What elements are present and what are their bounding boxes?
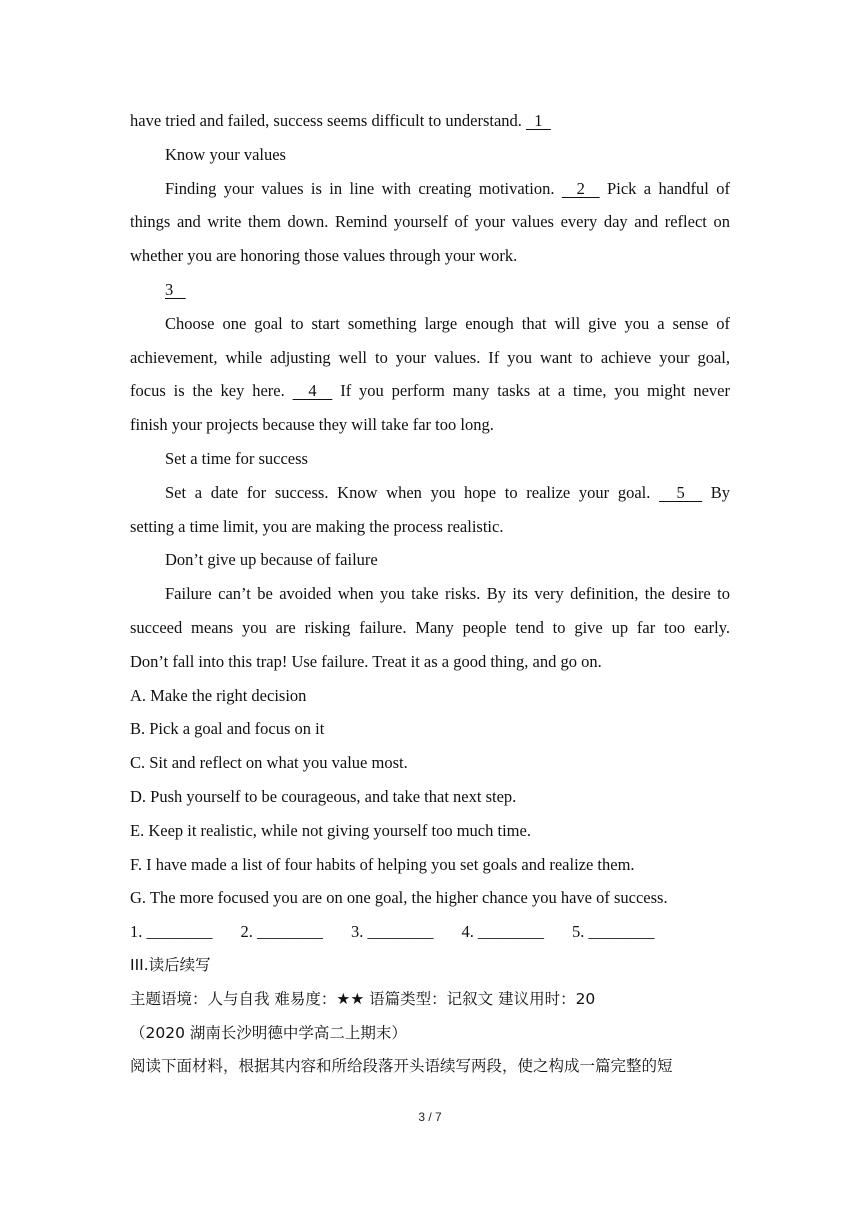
answer-row xyxy=(130,915,730,949)
passage-line: Finding your values is in line with creating motivation. 2 Pick a handful of xyxy=(165,178,731,198)
blank-1: 1 xyxy=(526,111,551,130)
page-number: 3 / 7 xyxy=(418,1110,442,1124)
passage-line: Failure can’t be avoided when you take risks. By its very definition, the desire to xyxy=(165,584,730,604)
passage-line: whether you are honoring those values through your work. xyxy=(130,246,518,266)
blank-4: 4 xyxy=(292,381,333,401)
blank-2: 2 xyxy=(561,178,600,198)
passage-line: Set a date for success. Know when you hope to realize your goal. 5 By xyxy=(165,482,731,502)
answer-1: 1. ________ xyxy=(130,922,213,942)
subheading-blank-3: 3 xyxy=(165,279,186,299)
section-source: （2020 湖南长沙明德中学高二上期末） xyxy=(130,1023,407,1042)
passage-line: succeed means you are risking failure. Many people tend to give up far too early. xyxy=(130,617,730,637)
answer-4: 4. ________ xyxy=(461,922,544,942)
option-e: E. Keep it realistic, while not giving yourself too much time. xyxy=(130,820,531,840)
section-title: III.读后续写 xyxy=(130,955,211,974)
answer-3: 3. ________ xyxy=(351,922,434,942)
subheading: Don’t give up because of failure xyxy=(165,550,378,570)
option-b: B. Pick a goal and focus on it xyxy=(130,719,325,739)
subheading: Know your values xyxy=(165,144,286,164)
answer-2: 2. ________ xyxy=(240,922,323,942)
passage-line: have tried and failed, success seems difficult to understand. 1 xyxy=(130,111,551,130)
option-c: C. Sit and reflect on what you value most. xyxy=(130,753,408,773)
option-d: D. Push yourself to be courageous, and take that next step. xyxy=(130,786,517,806)
section-meta: 主题语境：人与自我 难易度：★★ 语篇类型：记叙文 建议用时：20 xyxy=(130,989,596,1008)
passage-line: finish your projects because they will take far too long. xyxy=(130,415,494,435)
option-f: F. I have made a list of four habits of helping you set goals and realize them. xyxy=(130,854,635,874)
blank-5: 5 xyxy=(659,482,703,502)
answer-5: 5. ________ xyxy=(572,922,655,942)
passage-line: focus is the key here. 4 If you perform many tasks at a time, you might never xyxy=(130,381,730,401)
passage-line: things and write them down. Remind yourself of your values every day and reflect on xyxy=(130,212,730,232)
option-a: A. Make the right decision xyxy=(130,685,307,705)
subheading: Set a time for success xyxy=(165,448,308,468)
option-g: G. The more focused you are on one goal, the higher chance you have of success. xyxy=(130,888,668,908)
passage-line: Don’t fall into this trap! Use failure. Treat it as a good thing, and go on. xyxy=(130,651,602,671)
passage-line: setting a time limit, you are making the process realistic. xyxy=(130,516,504,536)
passage-line: Choose one goal to start something large enough that will give you a sense of xyxy=(165,313,730,333)
document-body xyxy=(130,104,730,1084)
passage-line: achievement, while adjusting well to your values. If you want to achieve your goal, xyxy=(130,347,730,367)
section-instruction: 阅读下面材料，根据其内容和所给段落开头语续写两段，使之构成一篇完整的短 xyxy=(130,1057,673,1076)
